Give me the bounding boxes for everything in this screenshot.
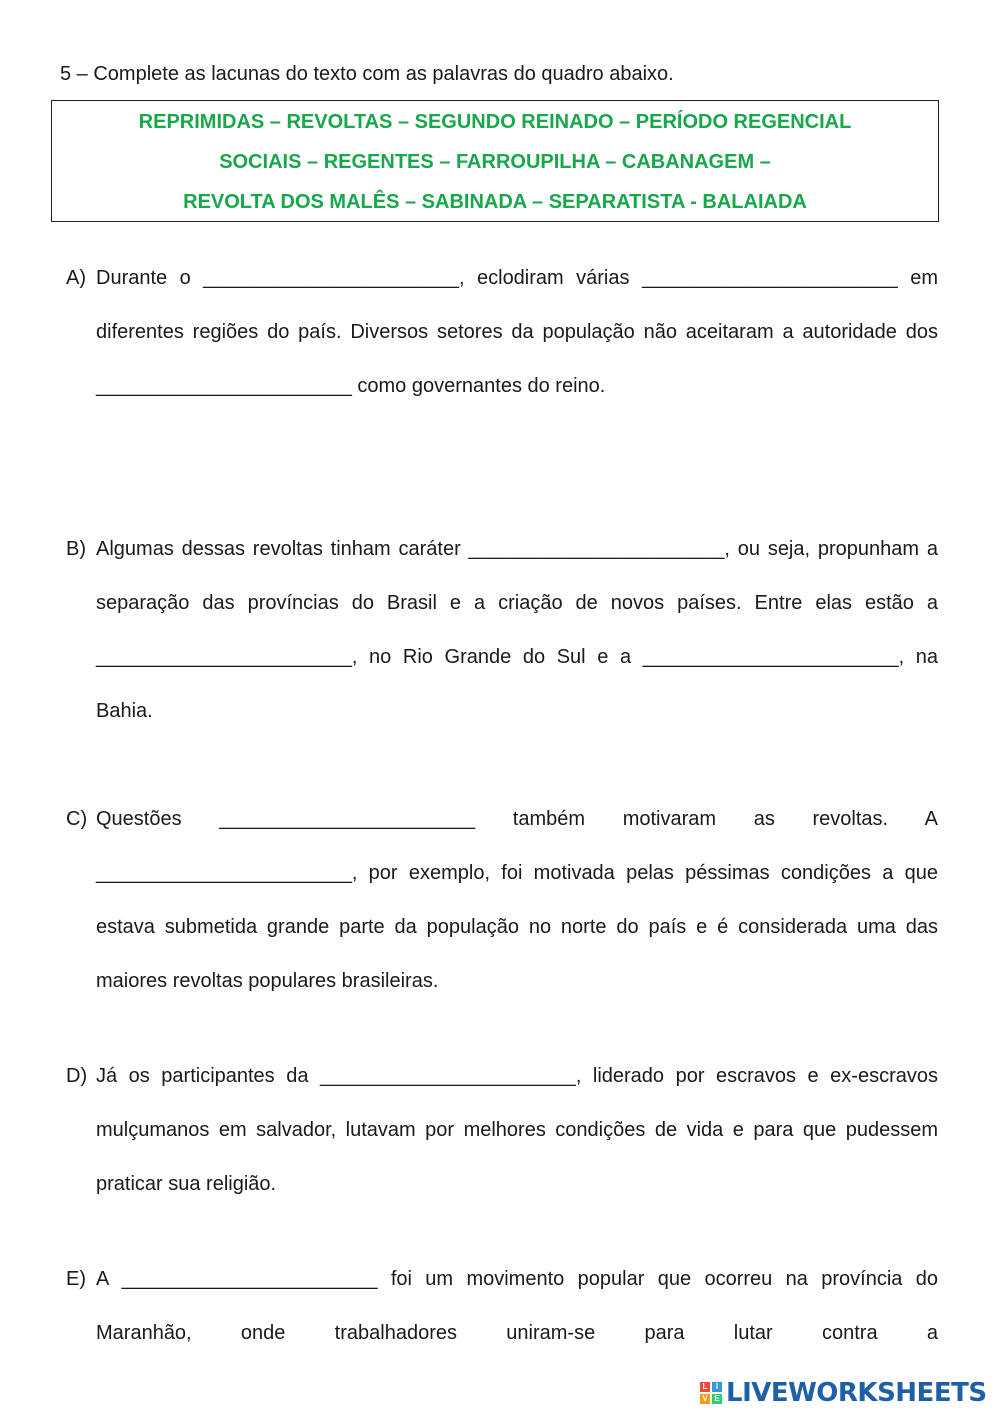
question-d-part-1: Já os participantes da bbox=[96, 1065, 320, 1087]
instruction-text: 5 – Complete as lacunas do texto com as palavras do quadro abaixo. bbox=[60, 63, 674, 85]
logo-mark-letter: L bbox=[700, 1382, 710, 1392]
blank-field[interactable]: _______________________ bbox=[219, 808, 476, 830]
question-d bbox=[66, 1049, 938, 1211]
blank-field[interactable]: _______________________ bbox=[96, 375, 352, 397]
question-b-part-1: Algumas dessas revoltas tinham caráter bbox=[96, 538, 469, 560]
question-a-part-3: em diferentes regiões do país. Diversos setores da população não aceitaram a autoridade dos bbox=[96, 267, 939, 343]
blank-field[interactable]: _______________________ bbox=[121, 1268, 378, 1290]
question-letter: A) bbox=[66, 267, 86, 289]
question-c-text bbox=[96, 792, 938, 1008]
blank-field[interactable]: _______________________ bbox=[641, 267, 898, 289]
question-a bbox=[66, 251, 938, 413]
question-c-part-2: também motivaram as revoltas. A bbox=[475, 808, 938, 830]
question-c bbox=[66, 792, 938, 1008]
question-e-part-1: A bbox=[96, 1268, 122, 1290]
logo-mark-letter: V bbox=[700, 1394, 710, 1404]
word-bank-row-1: REPRIMIDAS – REVOLTAS – SEGUNDO REINADO – PERÍODO REGENCIAL bbox=[138, 111, 852, 133]
blank-field[interactable]: _______________________ bbox=[319, 1065, 576, 1087]
logo-mark-letter: E bbox=[712, 1394, 722, 1404]
question-a-part-1: Durante o bbox=[96, 267, 204, 289]
liveworksheets-logo bbox=[700, 1377, 987, 1409]
question-b-text bbox=[96, 522, 938, 738]
question-b-part-3: , no Rio Grande do Sul e a bbox=[351, 646, 643, 668]
question-a-text bbox=[96, 251, 938, 413]
question-letter: C) bbox=[66, 808, 88, 830]
question-c-part-3: , por exemplo, foi motivada pelas péssimas condições a que estava submetida grande parte da população no norte do país e é considerada uma das maiores revoltas populares brasileiras. bbox=[96, 862, 938, 992]
question-c-part-1: Questões bbox=[96, 808, 220, 830]
word-bank-box bbox=[51, 100, 939, 222]
question-e-part-2: foi um movimento popular que ocorreu na província do Maranhão, onde trabalhadores uniram-se para lutar contra a bbox=[96, 1268, 938, 1344]
question-e bbox=[66, 1252, 938, 1360]
logo-text: LIVEWORKSHEETS bbox=[726, 1378, 987, 1408]
blank-field[interactable]: _______________________ bbox=[96, 646, 352, 668]
blank-field[interactable]: _______________________ bbox=[203, 267, 459, 289]
blank-field[interactable]: _______________________ bbox=[468, 538, 725, 560]
word-bank-row-2: SOCIAIS – REGENTES – FARROUPILHA – CABANAGEM – bbox=[219, 151, 771, 173]
question-letter: D) bbox=[66, 1065, 88, 1087]
word-bank-row-3: REVOLTA DOS MALÊS – SABINADA – SEPARATISTA - BALAIADA bbox=[183, 191, 807, 213]
blank-field[interactable]: _______________________ bbox=[96, 862, 352, 884]
question-d-part-2: , liderado por escravos e ex-escravos mulçumanos em salvador, lutavam por melhores condições de vida e para que pudessem praticar sua religião. bbox=[96, 1065, 938, 1195]
question-d-text bbox=[96, 1049, 938, 1211]
question-a-part-4: como governantes do reino. bbox=[351, 375, 606, 397]
question-b bbox=[66, 522, 938, 738]
question-letter: E) bbox=[66, 1268, 86, 1290]
question-b-part-4: , na Bahia. bbox=[96, 646, 939, 722]
question-letter: B) bbox=[66, 538, 86, 560]
logo-mark-icon bbox=[700, 1382, 722, 1404]
question-b-part-2: , ou seja, propunham a separação das províncias do Brasil e a criação de novos países. Entre elas estão a bbox=[96, 538, 938, 614]
logo-mark-letter: I bbox=[712, 1382, 722, 1392]
blank-field[interactable]: _______________________ bbox=[642, 646, 899, 668]
question-a-part-2: , eclodiram várias bbox=[459, 267, 642, 289]
question-e-text bbox=[96, 1252, 938, 1360]
